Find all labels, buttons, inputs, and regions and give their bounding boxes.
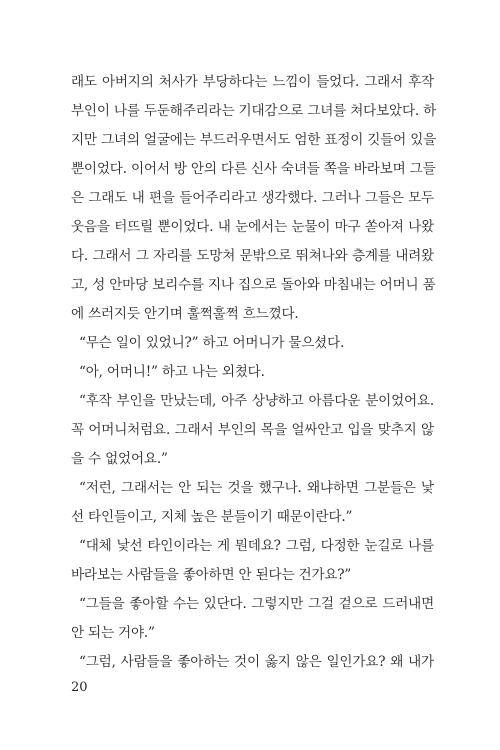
text-line: 에 쓰러지듯 안기며 훌쩍훌쩍 흐느꼈다.	[71, 306, 299, 322]
page-number: 20	[71, 680, 88, 695]
text-line: 다. 그래서 그 자리를 도망쳐 문밖으로 뛰쳐나와 층계를 내려왔	[71, 248, 434, 264]
text-line: “저런, 그래서는 안 되는 것을 했구나. 왜냐하면 그분들은 낯	[79, 480, 434, 496]
text-line: 선 타인들이고, 지체 높은 분들이기 때문이란다.”	[71, 509, 353, 525]
text-line: “아, 어머니!” 하고 나는 외쳤다.	[79, 364, 265, 380]
text-line: 꼭 어머니처럼요. 그래서 부인의 목을 얼싸안고 입을 맞추지 않	[71, 422, 434, 438]
text-line: 지만 그녀의 얼굴에는 부드러우면서도 엄한 표정이 깃들어 있을	[71, 132, 437, 148]
text-line: “대체 낯선 타인이라는 게 뭔데요? 그럼, 다정한 눈길로 나를	[79, 538, 434, 554]
text-line: 을 수 없었어요.”	[71, 451, 168, 467]
text-line: 부인이 나를 두둔해주리라는 기대감으로 그녀를 쳐다보았다. 하	[71, 103, 437, 119]
text-line: 래도 아버지의 처사가 부당하다는 느낌이 들었다. 그래서 후작	[71, 74, 434, 90]
text-line: “후작 부인을 만났는데, 아주 상냥하고 아름다운 분이었어요.	[79, 393, 434, 409]
text-line: 웃음을 터뜨릴 뿐이었다. 내 눈에서는 눈물이 마구 쏟아져 나왔	[71, 219, 434, 235]
text-line: “무슨 일이 있었니?” 하고 어머니가 물으셨다.	[79, 335, 345, 351]
text-line: 뿐이었다. 이어서 방 안의 다른 신사 숙녀들 쪽을 바라보며 그들	[71, 161, 436, 177]
text-line: 바라보는 사람들을 좋아하면 안 된다는 건가요?”	[71, 567, 352, 583]
text-line: 안 되는 거야.”	[71, 625, 155, 641]
text-line: “그들을 좋아할 수는 있단다. 그렇지만 그걸 겉으로 드러내면	[79, 596, 434, 612]
text-line: 은 그래도 내 편을 들어주리라고 생각했다. 그러나 그들은 모두	[71, 190, 434, 206]
text-line: 고, 성 안마당 보리수를 지나 집으로 돌아와 마침내는 어머니 품	[71, 277, 436, 293]
text-line: “그럼, 사람들을 좋아하는 것이 옳지 않은 일인가요? 왜 내가	[79, 654, 434, 670]
